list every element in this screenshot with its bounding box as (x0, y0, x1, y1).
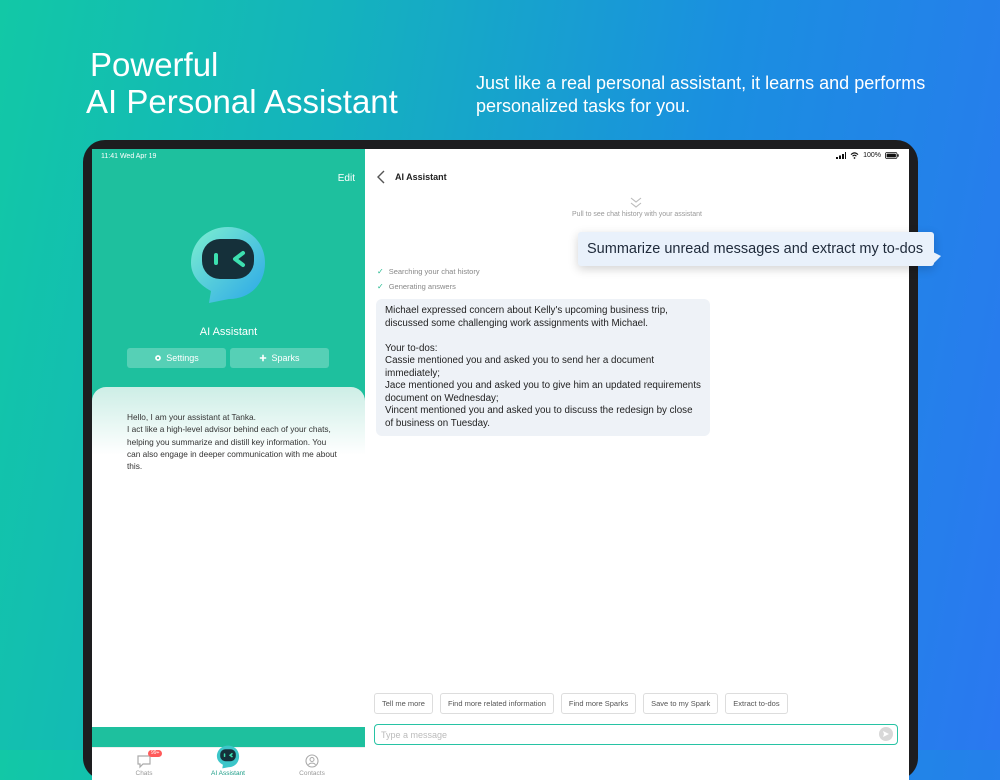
unread-badge: 99+ (148, 750, 162, 757)
assistant-name: AI Assistant (199, 326, 258, 338)
reply-line: Cassie mentioned you and asked you to send her a document immediately; (385, 355, 655, 379)
headline (86, 46, 398, 120)
robot-avatar (189, 225, 267, 305)
send-button[interactable] (879, 727, 893, 741)
settings-label: Settings (166, 353, 199, 363)
check-icon: ✓ (377, 282, 384, 291)
chip-find-more-sparks[interactable]: Find more Sparks (561, 693, 636, 714)
tagline: Just like a real personal assistant, it learns and performs personalized tasks for you. (476, 73, 926, 116)
assistant-profile-pane (92, 149, 365, 780)
intro-text (127, 411, 337, 472)
progress-step-label: Generating answers (388, 282, 456, 291)
progress-step-label: Searching your chat history (388, 267, 480, 276)
double-chevron-icon (629, 197, 643, 209)
reply-line: Vincent mentioned you and asked you to discuss the redesign by close of business on Tuesday. (385, 405, 693, 429)
progress-step (377, 267, 480, 276)
tab-contacts-label: Contacts (299, 770, 325, 777)
plus-icon (259, 354, 267, 362)
reply-line: Michael expressed concern about Kelly's upcoming business trip, discussed some challenging work assignments with Michael. (385, 305, 668, 329)
battery-icon (885, 152, 899, 159)
sparks-label: Sparks (271, 353, 300, 363)
tab-ai-assistant[interactable] (198, 745, 258, 777)
tab-chats-label: Chats (135, 770, 153, 777)
suggestion-chips (374, 693, 788, 714)
status-icons (836, 152, 899, 159)
battery-percent: 100% (863, 152, 881, 159)
signal-icon (836, 152, 846, 159)
tab-ai-assistant-label: AI Assistant (211, 770, 245, 777)
reply-line: Jace mentioned you and asked you to give him an updated requirements document on Wednesday; (385, 380, 701, 404)
back-chevron-icon[interactable] (375, 169, 387, 185)
status-time: 11:41 Wed Apr 19 (101, 153, 157, 160)
intro-card (92, 387, 365, 727)
edit-button[interactable]: Edit (337, 173, 355, 184)
intro-line: I act like a high-level advisor behind each of your chats, helping you summarize and distill key information. You can also engage in deeper communication with me about this. (127, 424, 337, 472)
settings-button[interactable] (127, 348, 226, 368)
sparks-button[interactable] (230, 348, 329, 368)
gear-icon (154, 354, 162, 362)
intro-line: Hello, I am your assistant at Tanka. (127, 412, 256, 422)
chip-tell-me-more[interactable]: Tell me more (374, 693, 433, 714)
message-input[interactable] (375, 726, 865, 744)
message-input-bar (374, 724, 898, 745)
chip-extract-todos[interactable]: Extract to-dos (725, 693, 787, 714)
check-icon: ✓ (377, 267, 384, 276)
headline-line-1: Powerful (90, 46, 219, 83)
send-icon (879, 727, 893, 741)
reply-spacer (385, 330, 701, 343)
person-icon (305, 754, 319, 768)
pull-history-hint: Pull to see chat history with your assistant (572, 211, 702, 218)
tab-chats[interactable] (114, 750, 174, 777)
user-message-bubble: Summarize unread messages and extract my to-dos (578, 232, 934, 266)
chip-find-related-info[interactable]: Find more related information (440, 693, 554, 714)
tab-contacts[interactable] (282, 754, 342, 777)
tab-bar (92, 747, 365, 780)
assistant-reply-bubble (376, 299, 710, 436)
wifi-icon (850, 152, 859, 159)
robot-avatar-icon (216, 745, 240, 769)
chip-save-to-spark[interactable]: Save to my Spark (643, 693, 718, 714)
chat-title: AI Assistant (395, 172, 447, 182)
headline-line-2: AI Personal Assistant (86, 83, 398, 120)
reply-line: Your to-dos: (385, 342, 438, 354)
progress-step (377, 282, 456, 291)
